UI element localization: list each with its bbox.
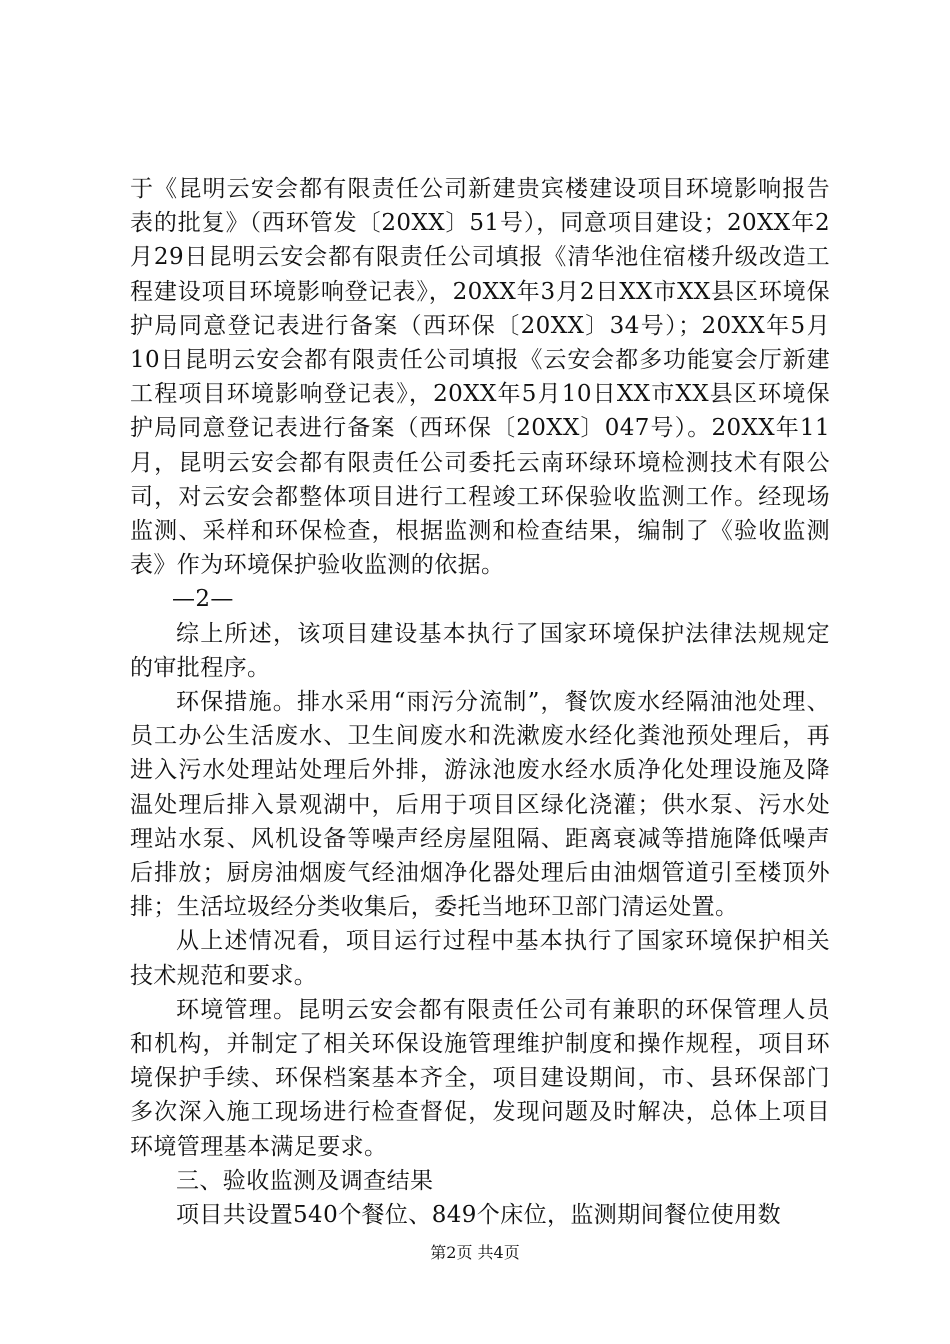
paragraph-continuation: 于《昆明云安会都有限责任公司新建贵宾楼建设项目环境影响报告表的批复》（西环管发〔20XX〕51号），同意项目建设；20XX年2月29日昆明云安会都有限责任公司填报《清华池住宿楼升级改造工程建设项目环境影响登记表》，20XX年3月2日XX市XX县区环境保护局同意登记表进行备案（西环保〔20XX〕34号）；20XX年5月10日昆明云安会都有限责任公司填报《云安会都多功能宴会厅新建工程项目环境影响登记表》，20XX年5月10日XX市XX县区环境保护局同意登记表进行备案（西环保〔20XX〕047号）。20XX年11月，昆明云安会都有限责任公司委托云南环绿环境检测技术有限公司，对云安会都整体项目进行工程竣工环保验收监测工作。经现场监测、采样和环保检查，根据监测和检查结果，编制了《验收监测表》作为环境保护验收监测的依据。 bbox=[130, 176, 830, 579]
paragraph-operation: 从上述情况看，项目运行过程中基本执行了国家环境保护相关技术规范和要求。 bbox=[130, 928, 830, 989]
paragraph-results: 项目共设置540个餐位、849个床位，监测期间餐位使用数 bbox=[176, 1202, 781, 1229]
section-heading: 三、验收监测及调查结果 bbox=[176, 1167, 434, 1194]
page-footer: 第2页 共4页 bbox=[430, 1243, 520, 1262]
paragraph-summary: 综上所述，该项目建设基本执行了国家环境保护法律法规规定的审批程序。 bbox=[130, 620, 830, 681]
paragraph-environmental-management: 环境管理。昆明云安会都有限责任公司有兼职的环保管理人员和机构，并制定了相关环保设施管理维护制度和操作规程，项目环境保护手续、环保档案基本齐全，项目建设期间，市、县环保部门多次深入施工现场进行检查督促，发现问题及时解决，总体上项目环境管理基本满足要求。 bbox=[130, 996, 830, 1160]
document-body bbox=[130, 172, 830, 1232]
inline-page-marker: —2— bbox=[172, 586, 234, 613]
paragraph-environmental-measures: 环保措施。排水采用“雨污分流制”，餐饮废水经隔油池处理、员工办公生活废水、卫生间废水和洗漱废水经化粪池预处理后，再进入污水处理站处理后外排，游泳池废水经水质净化处理设施及降温处理后排入景观湖中，后用于项目区绿化浇灌；供水泵、污水处理站水泵、风机设备等噪声经房屋阻隔、距离衰减等措施降低噪声后排放；厨房油烟废气经油烟净化器处理后由油烟管道引至楼顶外排；生活垃圾经分类收集后，委托当地环卫部门清运处置。 bbox=[130, 689, 830, 921]
